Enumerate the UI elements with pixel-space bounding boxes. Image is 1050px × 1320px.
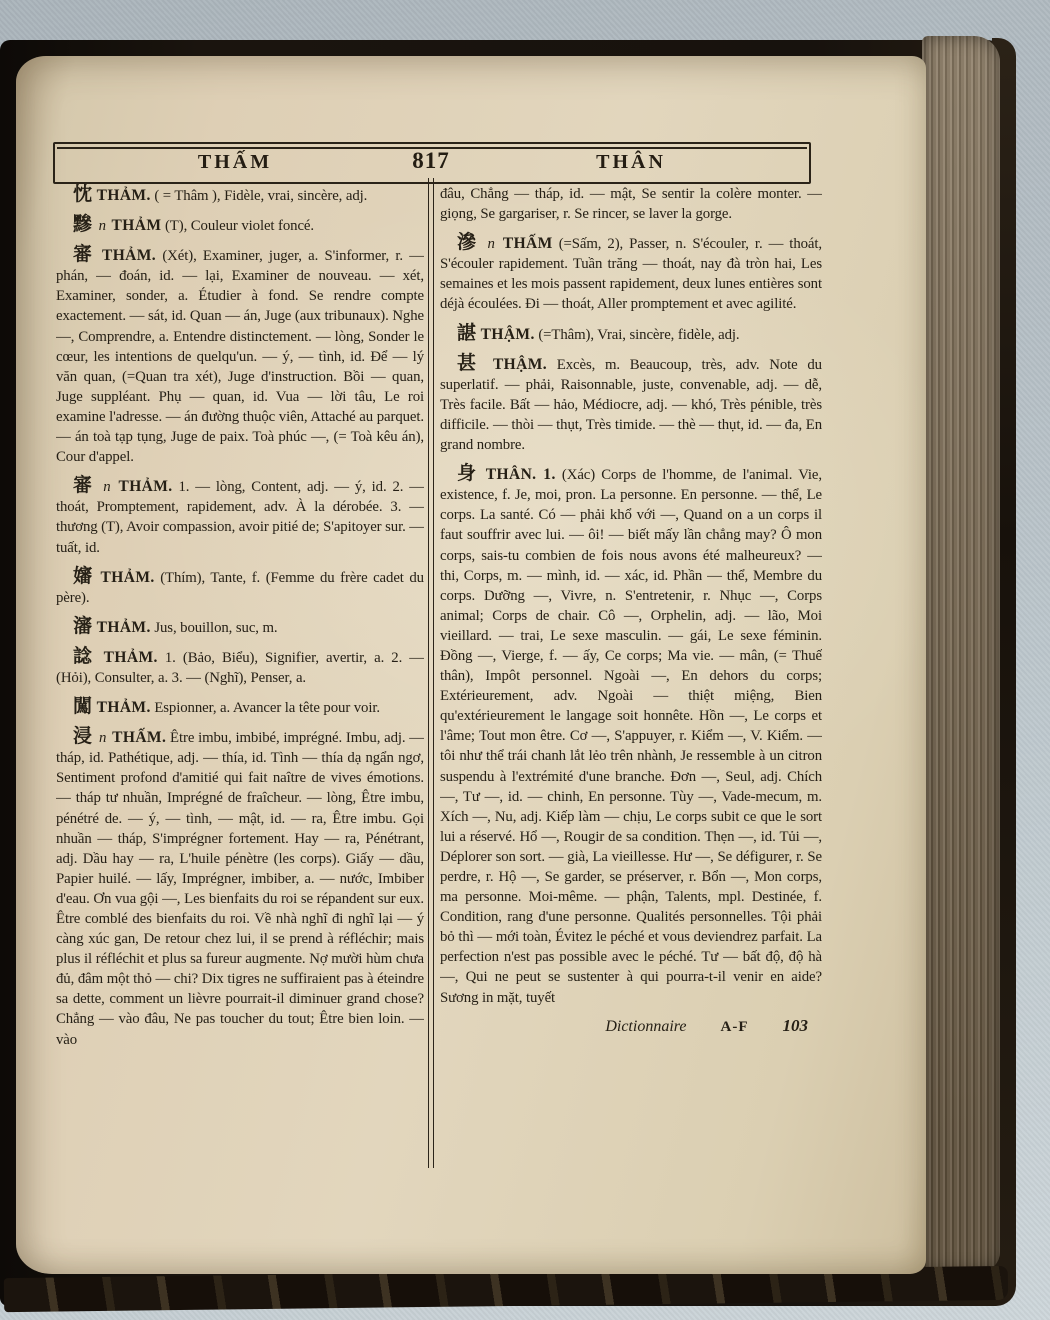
entry-body: Excès, m. Beaucoup, très, adv. Note du superlatif. — phải, Raisonnable, juste, convenable, adj. — dễ, Très facile. Bất — hảo, Médiocre, adj. — khó, Très pénible, très difficile. — thòi — thụt, Très timide. — thè — thụt, id. — đa, En grand nombre. [440,356,822,454]
entry-prefix: n [103,479,111,496]
column-divider-rule [428,178,434,1168]
dictionary-entry [56,214,424,236]
right-column [440,184,822,1174]
entry-body: Espionner, a. Avancer la tête pour voir. [154,700,380,717]
entry-headword: THẬM. [492,355,548,373]
page-number: 817 [412,148,450,173]
entry-body: Être imbu, imbibé, imprégné. Imbu, adj. — tháp, id. Pathétique, adj. — thía, id. Tình — thía dạ ngẩn ngơ, Sentiment profond d'amitié qui fait naître de vives émotions. — tháp tư nhuần, Imprégné de fraîcheur. — lòng, Être imbu, pénétré de. — ý, — tình, — mật, id. — ra, Être imbu. Gọi nhuần — tháp, S'imprégner fortement. Hay — ra, Pénétrant, adj. Dầu hay — ra, L'huile pénètre (les corps). Giấy — dầu, Papier huilé. — lấy, Imprégner, imbiber, a. — nước, Imbiber d'eau. Ơn vua gội —, Les bienfaits du roi se répandent sur eux. Être comblé des bienfaits du roi. Về nhà nghĩ đi nghĩ lại — ý càng xúc gan, De retour chez lui, il se prend à réfléchir; mais plus il réfléchit et plus sa fureur augmente. Nợ mười hùm chưa đủ, đâm một thỏ — chi? Dix tigres ne suffiraient pas à éteindre sa dette, comment un lièvre pourrait-il diminuer grand chose? Chẳng — vào đâu, Ne pas toucher du tout; Être bien loin. — vào [56,730,424,1048]
han-character: 審 [73,243,96,266]
entry-body: 1. — lòng, Content, adj. — ý, id. 2. — thoát, Promptement, rapidement, adv. À la dérobée. 3. — thương (T), Avoir compassion, avoir pitié de; S'apitoyer sur. — tuất, id. [56,479,424,556]
entry-headword: THẢM. [118,478,173,496]
entry-headword: THẢM. [100,568,155,586]
entry-prefix: n [99,730,107,747]
entry-body: đâu, Chẳng — tháp, id. — mật, Se sentir la colère monter. — giọng, Se gargariser, r. Se rincer, se laver la gorge. [440,186,822,223]
entry-body: Jus, bouillon, suc, m. [154,619,278,636]
dictionary-entry [56,475,424,557]
entry-headword: THẢM [111,217,162,235]
entry-headword: THẢM. [96,187,151,204]
han-character: 諶 [457,321,478,344]
header-guide-word-right: THÂN [596,151,666,173]
entry-body: ( = Thâm ), Fidèle, vrai, sincère, adj. [154,188,368,204]
left-column [56,184,424,1174]
han-character: 滲 [457,231,480,254]
entry-body: (Xác) Corps de l'homme, de l'animal. Vie, existence, f. Je, moi, pron. La personne. En personne. — thể, Le corps. La santé. Có — phải khổ với —, Quand on a un corps il faut souffrir avec lui. — ôi! — biết mấy lần chẳng may? Ô mon corps, sais-tu combien de fois nous avons été malheureux? — thi, Corps, m. — mình, id. — xác, id. Phần — thể, Membre du corps. Dưỡng —, Vivre, n. S'entretenir, r. Nhục —, Corps animal; Corps de chair. Cô —, Orphelin, adj. — lão, Moi vieillard. — trai, Le sexe masculin. — gái, Le sexe féminin. Đồng —, Vierge, f. — ấy, Ce corps; Ma vie. — mân, (= Thuế thân), Impôt personnel. Ngoài —, En dehors du corps; Extérieurement, adv. Ngoài — thiệt miệng, Bien qu'extérieurement le langage soit honnête. Hồn —, Le corps et l'âme; Tout mon être. Cơ —, S'appuyer, r. Kiểm —, V. Kiểm. — tôi như thể trái chanh lắt lẻo trên nhành, Je ressemble à un citron suspendu à l'extrémité d'une branche. Đơn —, Seul, adj. Chích —, Tư —, id. — chinh, En personne. Tùy —, Vade-mecum, m. Xích —, Nu, adj. Kiếp làm — chịu, Le corps subit ce que le sort lui a réservé. Hổ —, Rougir de sa condition. Thẹn —, id. Tủi —, Déplorer son sort. — già, La vieillesse. Hư —, Se défigurer, r. Se perdre, r. Hộ —, Se garder, se préserver, r. Bổn —, Mon corps, ma personne. Moi-même. — phận, Talents, mpl. Destinée, f. Condition, rang d'une personne. Qualités personnelles. Tội phải bỏ thì — mới toàn, Évitez le péché et vous deviendrez parfait. La perfection n'est pas possible avec le péché. Tư — bất độ, độ hà —, Qui ne peut se sustenter à qui pourra-t-il venir en aide? Sương in mặt, tuyết [440,467,822,1006]
entry-body: (=Sấm, 2), Passer, n. S'écouler, r. — thoát, S'écouler rapidement. Tuần trăng — thoát, nay đà tròn hai, Les semaines et les mois passent rapidement, deux lunes entières sont déjà écoulées. Đi — thoát, Aller promptement et avec agilité. [440,236,822,313]
entry-prefix: n [98,218,106,235]
han-character: 黲 [73,213,94,236]
dictionary-entry [56,244,424,467]
han-character: 瀋 [73,614,94,637]
dictionary-entry [56,616,424,638]
gathering-signature: 103 [782,1015,808,1035]
entry-body: 1. (Bảo, Biểu), Signifier, avertir, a. 2. — (Hỏi), Consulter, a. 3. — (Nghĩ), Penser, a. [56,649,424,686]
han-character: 忱 [73,184,94,205]
entry-body: (=Thâm), Vrai, sincère, fidèle, adj. [538,326,740,343]
volume-label: A-F [720,1018,749,1035]
entry-headword: THẤM. [112,729,167,747]
entry-body: (Xét), Examiner, juger, a. S'informer, r. — phán, — đoán, id. — lại, Examiner de nouveau. — xét, Examiner, sonder, a. Étudier à fond. Se rendre compte exactement. — sát, id. Quan — án, Juge (aux tribunaux). Nghe —, Comprendre, a. Entendre distinctement. — lòng, Sonder le cœur, les intentions de quelqu'un. — ý, — tình, id. Để — lý văn quan, (=Quan tra xét), Juge d'instruction. Bồi — quan, Juge suppléant. Phụ — quan, id. Vua — lời tâu, Le roi examine l'adresse. — án đường thuộc viên, Attaché au parquet. — án toà tạp tụng, Juge de paix. Toà phúc —, (= Toà kêu án), Cour d'appel. [56,248,424,466]
entry-headword: THẢM. [96,618,151,636]
dictionary-entry [56,646,424,688]
right-column-entries [440,184,822,1008]
header-guide-word-left: THẤM [197,151,273,173]
han-character: 浸 [73,725,94,748]
dictionary-entry [440,353,822,455]
page-stack-fore-edge [922,36,1000,1272]
han-character: 甚 [457,351,484,374]
han-character: 嬸 [73,564,95,587]
dictionary-entry [56,696,424,718]
entry-headword: THẢM. [101,247,157,265]
dictionary-entry [440,463,822,1008]
entry-headword: THẢM. [103,648,158,666]
signature-line [440,1016,822,1036]
dictionary-entry [440,232,822,314]
han-character: 闖 [73,695,94,718]
entry-headword: THẤM [502,235,553,253]
dictionary-entry [56,184,424,206]
han-character: 審 [73,474,96,497]
entry-prefix: n [487,236,495,253]
dictionary-entry [56,566,424,608]
dictionary-page [16,56,926,1274]
entry-headword: THÂN. 1. [485,466,556,484]
entry-body: (Thím), Tante, f. (Femme du frère cadet du père). [56,569,424,606]
dictionary-entry [440,184,822,224]
left-column-entries [56,184,424,1050]
work-title: Dictionnaire [605,1017,687,1035]
han-character: 諗 [73,644,97,667]
entry-headword: THẢM. [96,699,151,717]
dictionary-entry [440,323,822,345]
entry-body: (T), Couleur violet foncé. [164,218,315,235]
han-character: 身 [457,462,480,485]
entry-headword: THẬM. [480,325,535,343]
dictionary-entry [56,726,424,1050]
